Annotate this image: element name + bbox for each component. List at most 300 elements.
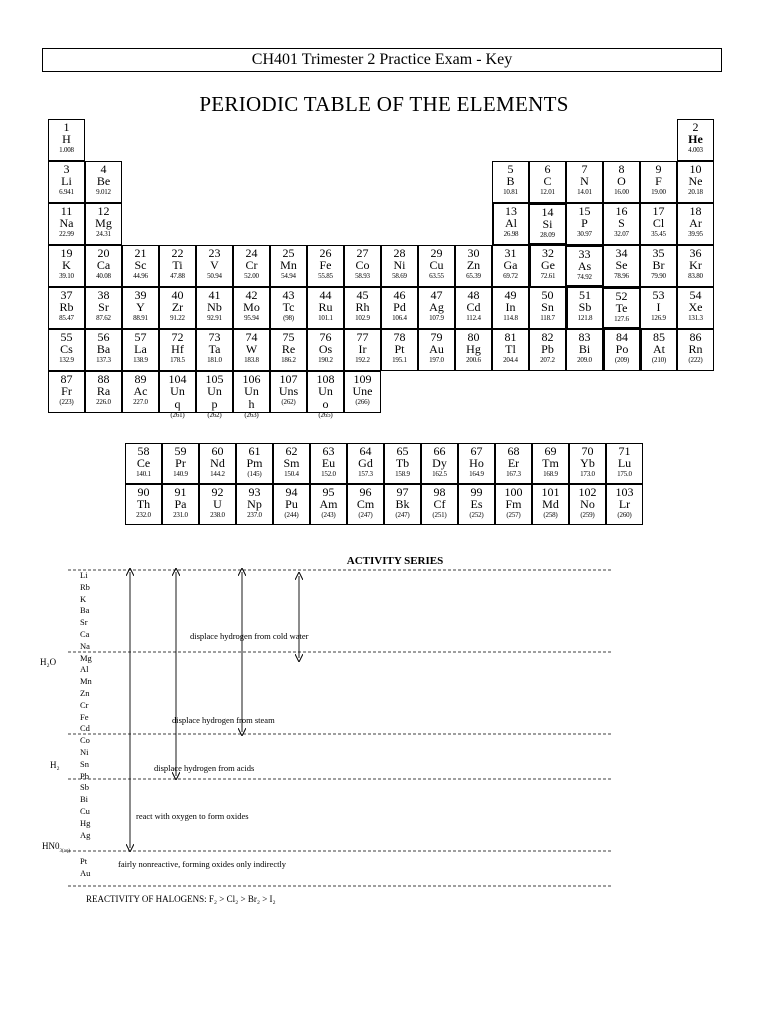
element-symbol: Rb xyxy=(59,300,74,314)
atomic-mass: (263) xyxy=(244,411,259,419)
atomic-mass: 24.31 xyxy=(96,230,111,238)
atomic-number: 87 xyxy=(60,372,73,386)
element-symbol: I xyxy=(656,300,661,314)
atomic-number: 36 xyxy=(689,246,702,260)
metal-pt: Pt xyxy=(80,856,88,866)
metal-li: Li xyxy=(80,570,88,580)
atomic-mass: 6.941 xyxy=(59,188,74,196)
element-symbol: Er xyxy=(507,456,520,470)
atomic-number: 17 xyxy=(652,204,665,218)
element-symbol: Ru xyxy=(318,300,333,314)
annotation-cold-water: displace hydrogen from cold water xyxy=(190,631,309,641)
element-symbol: In xyxy=(505,300,516,314)
atomic-number: 19 xyxy=(60,246,73,260)
element-symbol: Cu xyxy=(429,258,444,272)
atomic-number: 37 xyxy=(60,288,73,302)
atomic-number: 107 xyxy=(279,372,298,386)
water-label: H₂O xyxy=(40,657,57,667)
element-symbol: Be xyxy=(96,174,111,188)
atomic-mass: (262) xyxy=(281,398,296,406)
atomic-number: 43 xyxy=(282,288,295,302)
atomic-number: 1 xyxy=(63,120,70,134)
atomic-number: 78 xyxy=(393,330,406,344)
atomic-mass: (223) xyxy=(59,398,74,406)
element-symbol: Cl xyxy=(652,216,665,230)
element-symbol: V xyxy=(210,258,219,272)
atomic-number: 108 xyxy=(316,372,335,386)
atomic-number: 10 xyxy=(689,162,702,176)
element-symbol: Os xyxy=(318,342,333,356)
atomic-mass: 72.61 xyxy=(540,272,556,280)
atomic-mass: 121.8 xyxy=(577,314,593,322)
atomic-mass: 91.22 xyxy=(170,314,185,322)
atomic-number: 45 xyxy=(356,288,369,302)
atomic-mass: 226.0 xyxy=(96,398,111,406)
atomic-mass: 114.8 xyxy=(503,314,518,322)
atomic-mass: 39.95 xyxy=(688,230,703,238)
atomic-number: 96 xyxy=(359,485,372,499)
metal-co: Co xyxy=(80,735,90,746)
atomic-mass: 237.0 xyxy=(247,511,262,519)
atomic-mass: 118.7 xyxy=(540,314,555,322)
atomic-mass: 69.72 xyxy=(503,272,518,280)
atomic-number: 58 xyxy=(137,444,150,458)
element-symbol: Une xyxy=(352,384,373,398)
atomic-number: 26 xyxy=(319,246,332,260)
element-symbol: Pr xyxy=(175,456,186,470)
atomic-number: 76 xyxy=(319,330,332,344)
atomic-number: 39 xyxy=(134,288,147,302)
atomic-mass: 40.08 xyxy=(96,272,111,280)
element-symbol: Ga xyxy=(503,258,518,272)
element-symbol: Lr xyxy=(618,497,631,511)
element-symbol: Te xyxy=(615,301,628,315)
atomic-mass: 162.5 xyxy=(432,470,447,478)
atomic-mass: (244) xyxy=(284,511,299,519)
metal-sn: Sn xyxy=(80,758,89,769)
element-symbol: Kr xyxy=(689,258,702,272)
atomic-mass: 178.5 xyxy=(170,356,185,364)
atomic-number: 85 xyxy=(653,330,665,344)
element-symbol: As xyxy=(577,259,592,273)
atomic-mass: 152.0 xyxy=(321,470,336,478)
atomic-number: 90 xyxy=(137,485,150,499)
atomic-mass: 58.93 xyxy=(355,272,370,280)
atomic-number: 28 xyxy=(393,246,406,260)
atomic-mass: 22.99 xyxy=(59,230,74,238)
element-symbol: Un xyxy=(244,384,259,398)
atomic-number: 31 xyxy=(504,246,517,260)
atomic-number: 92 xyxy=(211,485,224,499)
atomic-mass: 107.9 xyxy=(429,314,444,322)
atomic-mass: 28.09 xyxy=(540,231,555,239)
atomic-number: 34 xyxy=(615,246,628,260)
metal-al: Al xyxy=(80,664,89,675)
atomic-mass: 26.98 xyxy=(503,230,519,238)
element-symbol: Ni xyxy=(393,258,406,272)
metal-au: Au xyxy=(80,868,91,878)
metal-ca: Ca xyxy=(80,629,90,639)
atomic-mass: 195.1 xyxy=(392,356,407,364)
metal-ba: Ba xyxy=(80,605,90,616)
element-symbol: Rh xyxy=(355,300,370,314)
atomic-number: 95 xyxy=(322,485,335,499)
atomic-number: 100 xyxy=(504,485,523,499)
atomic-mass: 126.9 xyxy=(651,314,666,322)
atomic-number: 65 xyxy=(396,444,409,458)
element-symbol: Eu xyxy=(321,456,336,470)
element-symbol: Cm xyxy=(356,497,375,511)
atomic-number: 53 xyxy=(652,288,665,302)
atomic-mass: (259) xyxy=(580,511,595,519)
element-symbol: K xyxy=(62,258,71,272)
hydrogen-label: H₂ xyxy=(50,760,60,770)
element-symbol: Gd xyxy=(358,456,373,470)
atomic-number: 70 xyxy=(581,444,594,458)
atomic-number: 59 xyxy=(174,444,187,458)
element-symbol: F xyxy=(655,174,662,188)
atomic-number: 7 xyxy=(581,162,588,176)
element-symbol: La xyxy=(134,342,147,356)
atomic-number: 4 xyxy=(100,162,107,176)
atomic-number: 81 xyxy=(504,330,517,344)
metal-cu: Cu xyxy=(80,806,90,816)
atomic-mass: 200.6 xyxy=(466,356,481,364)
atomic-mass: 63.55 xyxy=(429,272,444,280)
atomic-number: 89 xyxy=(134,372,147,386)
element-symbol-cont: q xyxy=(174,397,181,411)
metal-pb: Pb xyxy=(80,770,89,781)
element-symbol: Tb xyxy=(395,456,410,470)
atomic-mass: 238.0 xyxy=(210,511,225,519)
element-symbol: Au xyxy=(429,342,444,356)
atomic-mass: 232.0 xyxy=(136,511,151,519)
atomic-mass: 102.9 xyxy=(355,314,370,322)
element-symbol: No xyxy=(580,497,595,511)
element-symbol: S xyxy=(618,216,625,230)
atomic-mass: 144.2 xyxy=(210,470,225,478)
metal-ni: Ni xyxy=(80,747,89,757)
element-symbol: At xyxy=(653,342,665,356)
element-symbol: Cr xyxy=(245,258,258,272)
atomic-number: 61 xyxy=(248,444,261,458)
annotation-oxygen: react with oxygen to form oxides xyxy=(136,811,249,821)
atomic-number: 55 xyxy=(60,330,73,344)
atomic-mass: 173.0 xyxy=(580,470,595,478)
nitric-acid-label: $HN0_{3(aq)}$ xyxy=(42,841,71,854)
element-symbol: Hf xyxy=(171,342,184,356)
element-symbol: Am xyxy=(319,497,338,511)
element-symbol: Ne xyxy=(688,174,703,188)
annotation-acids: displace hydrogen from acids xyxy=(154,763,255,773)
metal-zn: Zn xyxy=(80,688,90,698)
element-symbol: Br xyxy=(652,258,665,272)
atomic-mass: (262) xyxy=(207,411,222,419)
atomic-number: 64 xyxy=(359,444,372,458)
element-symbol: H xyxy=(62,132,71,146)
element-symbol: Ce xyxy=(136,456,151,470)
atomic-mass: 183.8 xyxy=(244,356,259,364)
metal-sb: Sb xyxy=(80,782,89,793)
element-symbol: Sr xyxy=(98,300,109,314)
atomic-mass: 227.0 xyxy=(133,398,148,406)
atomic-number: 73 xyxy=(208,330,221,344)
element-symbol: Cd xyxy=(466,300,481,314)
element-symbol: Cf xyxy=(433,497,446,511)
element-symbol: Pd xyxy=(393,300,406,314)
atomic-number: 77 xyxy=(356,330,369,344)
atomic-number: 75 xyxy=(282,330,295,344)
element-symbol: Na xyxy=(59,216,74,230)
metal-cr: Cr xyxy=(80,699,89,710)
atomic-number: 16 xyxy=(615,204,628,218)
atomic-number: 46 xyxy=(393,288,406,302)
element-symbol: Bi xyxy=(578,342,591,356)
metal-ag: Ag xyxy=(80,829,91,840)
element-symbol: Ag xyxy=(429,300,444,314)
atomic-number: 11 xyxy=(60,204,73,218)
atomic-number: 72 xyxy=(171,330,184,344)
element-symbol: Pa xyxy=(174,497,187,511)
element-symbol: Co xyxy=(355,258,370,272)
element-symbol: Mn xyxy=(280,258,297,272)
element-symbol: N xyxy=(580,174,589,188)
atomic-number: 18 xyxy=(689,204,702,218)
atomic-mass: 140.1 xyxy=(136,470,151,478)
atomic-mass: (247) xyxy=(358,511,373,519)
atomic-mass: 197.0 xyxy=(429,356,444,364)
atomic-number: 84 xyxy=(616,330,628,344)
atomic-mass: 92.91 xyxy=(207,314,222,322)
atomic-mass: 150.4 xyxy=(284,470,299,478)
atomic-mass: 209.0 xyxy=(577,356,592,364)
atomic-number: 29 xyxy=(430,246,443,260)
element-symbol: Pu xyxy=(285,497,298,511)
atomic-mass: (222) xyxy=(688,356,703,364)
atomic-mass: 52.00 xyxy=(244,272,259,280)
atomic-mass: 32.07 xyxy=(614,230,629,238)
element-symbol: Ho xyxy=(469,456,484,470)
atomic-number: 15 xyxy=(578,204,591,218)
atomic-number: 88 xyxy=(97,372,110,386)
atomic-number: 101 xyxy=(541,485,560,499)
atomic-number: 23 xyxy=(208,246,221,260)
element-symbol: Tc xyxy=(282,300,295,314)
atomic-mass: 132.9 xyxy=(59,356,74,364)
atomic-number: 103 xyxy=(615,485,634,499)
metal-sr: Sr xyxy=(80,617,88,628)
atomic-number: 69 xyxy=(544,444,557,458)
atomic-mass: 1.008 xyxy=(59,146,74,154)
element-symbol: Uns xyxy=(278,384,299,398)
atomic-mass: (209) xyxy=(614,356,630,364)
atomic-number: 3 xyxy=(63,162,70,176)
atomic-mass: 30.97 xyxy=(577,230,592,238)
atomic-number: 24 xyxy=(245,246,258,260)
exam-title: CH401 Trimester 2 Practice Exam - Key xyxy=(251,51,513,68)
atomic-number: 32 xyxy=(542,246,554,260)
atomic-mass: 74.92 xyxy=(577,273,592,281)
atomic-mass: 186.2 xyxy=(281,356,296,364)
element-symbol: Ir xyxy=(358,342,367,356)
element-symbol: Sm xyxy=(283,456,300,470)
element-symbol: Zr xyxy=(171,300,184,314)
element-symbol: Si xyxy=(542,217,553,231)
atomic-number: 48 xyxy=(467,288,480,302)
atomic-mass: (260) xyxy=(617,511,632,519)
element-symbol: Mo xyxy=(243,300,260,314)
metal-fe: Fe xyxy=(80,711,89,722)
element-symbol: Md xyxy=(542,497,559,511)
metal-mg: Mg xyxy=(80,652,92,663)
atomic-mass: 39.10 xyxy=(59,272,74,280)
atomic-number: 44 xyxy=(319,288,332,302)
metal-cd: Cd xyxy=(80,723,90,734)
atomic-number: 83 xyxy=(578,330,591,344)
metal-hg: Hg xyxy=(80,817,91,828)
atomic-number: 98 xyxy=(433,485,446,499)
atomic-mass: 112.4 xyxy=(466,314,481,322)
atomic-mass: 204.4 xyxy=(503,356,518,364)
element-symbol: Mg xyxy=(95,216,112,230)
atomic-number: 74 xyxy=(245,330,258,344)
atomic-number: 63 xyxy=(322,444,335,458)
atomic-mass: 88.91 xyxy=(133,314,148,322)
atomic-mass: (252) xyxy=(469,511,484,519)
atomic-number: 105 xyxy=(205,372,224,386)
atomic-mass: 50.94 xyxy=(207,272,222,280)
activity-series-title: ACTIVITY SERIES xyxy=(346,555,444,567)
atomic-number: 14 xyxy=(541,205,554,219)
atomic-number: 38 xyxy=(97,288,110,302)
element-symbol: Ti xyxy=(172,258,183,272)
atomic-number: 2 xyxy=(692,120,699,134)
element-symbol: B xyxy=(506,174,515,188)
element-symbol: He xyxy=(688,132,703,146)
atomic-mass: (247) xyxy=(395,511,410,519)
atomic-mass: 35.45 xyxy=(651,230,666,238)
atomic-number: 54 xyxy=(689,288,702,302)
atomic-number: 62 xyxy=(285,444,298,458)
element-symbol: Se xyxy=(615,258,628,272)
atomic-mass: (243) xyxy=(321,511,336,519)
metal-mn: Mn xyxy=(80,676,92,687)
metal-na: Na xyxy=(80,640,90,651)
atomic-number: 68 xyxy=(507,444,520,458)
element-symbol: Ac xyxy=(133,384,148,398)
atomic-mass: 168.9 xyxy=(543,470,558,478)
atomic-mass: 65.39 xyxy=(466,272,481,280)
annotation-unreactive: fairly nonreactive, forming oxides only indirectly xyxy=(118,859,287,869)
atomic-number: 94 xyxy=(285,485,298,499)
atomic-mass: 138.9 xyxy=(133,356,148,364)
atomic-number: 5 xyxy=(507,162,514,176)
atomic-number: 99 xyxy=(470,485,483,499)
atomic-number: 82 xyxy=(541,330,554,344)
atomic-mass: (257) xyxy=(506,511,521,519)
atomic-mass: 87.62 xyxy=(96,314,111,322)
atomic-mass: (251) xyxy=(432,511,447,519)
element-symbol: Nb xyxy=(207,300,222,314)
atomic-mass: 44.96 xyxy=(133,272,148,280)
atomic-number: 13 xyxy=(505,204,517,218)
atomic-mass: 14.01 xyxy=(577,188,592,196)
atomic-number: 66 xyxy=(433,444,446,458)
element-symbol: Pt xyxy=(394,342,405,356)
element-symbol: Cs xyxy=(60,342,73,356)
atomic-number: 12 xyxy=(97,204,110,218)
element-symbol: Sb xyxy=(578,300,592,314)
element-symbol: Pb xyxy=(541,342,554,356)
element-symbol: Ar xyxy=(689,216,702,230)
atomic-number: 51 xyxy=(579,288,591,302)
atomic-number: 106 xyxy=(242,372,261,386)
atomic-number: 71 xyxy=(618,444,631,458)
element-symbol: Yb xyxy=(580,456,595,470)
atomic-mass: 19.00 xyxy=(651,188,666,196)
atomic-number: 42 xyxy=(245,288,258,302)
atomic-number: 79 xyxy=(430,330,443,344)
element-symbol: Ra xyxy=(96,384,111,398)
element-symbol: U xyxy=(213,497,222,511)
atomic-number: 30 xyxy=(467,246,480,260)
element-symbol: Lu xyxy=(617,456,632,470)
atomic-mass: (265) xyxy=(318,411,333,419)
atomic-number: 40 xyxy=(171,288,184,302)
element-symbol: Rn xyxy=(688,342,703,356)
metal-k: K xyxy=(80,593,87,604)
atomic-mass: 167.3 xyxy=(506,470,521,478)
element-symbol: Zn xyxy=(466,258,481,272)
metal-rb: Rb xyxy=(80,581,90,592)
atomic-mass: 190.2 xyxy=(318,356,333,364)
element-symbol: Fe xyxy=(319,258,332,272)
element-symbol: W xyxy=(245,342,258,356)
atomic-number: 20 xyxy=(97,246,110,260)
atomic-mass: (258) xyxy=(543,511,558,519)
atomic-mass: 95.94 xyxy=(244,314,259,322)
atomic-mass: 158.9 xyxy=(395,470,410,478)
atomic-mass: (261) xyxy=(170,411,185,419)
element-symbol: Fr xyxy=(61,384,72,398)
element-symbol: Th xyxy=(136,497,151,511)
atomic-number: 97 xyxy=(396,485,409,499)
atomic-mass: 4.003 xyxy=(688,146,703,154)
element-symbol: Dy xyxy=(432,456,447,470)
element-symbol: Pm xyxy=(246,456,263,470)
element-symbol: Nd xyxy=(210,456,225,470)
periodic-table-title: PERIODIC TABLE OF THE ELEMENTS xyxy=(199,92,569,116)
atomic-mass: 9.012 xyxy=(96,188,111,196)
element-symbol: Ta xyxy=(208,342,221,356)
element-symbol: Fm xyxy=(505,497,522,511)
atomic-mass: 12.01 xyxy=(540,188,555,196)
element-symbol: Al xyxy=(505,216,517,230)
atomic-mass: 164.9 xyxy=(469,470,484,478)
atomic-number: 35 xyxy=(652,246,665,260)
atomic-mass: 140.9 xyxy=(173,470,188,478)
atomic-number: 52 xyxy=(615,289,628,303)
halogen-reactivity: REACTIVITY OF HALOGENS: F₂ > Cl₂ > Br₂ > I₂ xyxy=(86,894,276,904)
atomic-mass: 231.0 xyxy=(173,511,188,519)
atomic-number: 50 xyxy=(541,288,554,302)
atomic-number: 109 xyxy=(353,372,372,386)
atomic-number: 25 xyxy=(282,246,295,260)
element-symbol: Ca xyxy=(96,258,111,272)
element-symbol: Un xyxy=(170,384,185,398)
atomic-number: 57 xyxy=(134,330,147,344)
element-symbol: Np xyxy=(247,497,262,511)
